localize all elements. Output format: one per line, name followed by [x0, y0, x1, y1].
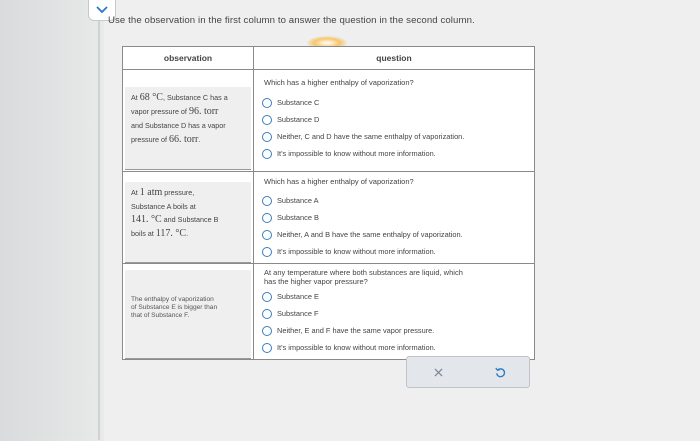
question-header: question [254, 47, 535, 70]
observation-text-1: At 68 °C, Substance C has a vapor pressure of 96. torr and Substance D has a vapor pressure of 66. torr. [131, 92, 228, 145]
option-substance-a[interactable]: Substance A [254, 192, 534, 209]
radio-icon[interactable] [262, 132, 272, 142]
question-prompt-1: Which has a higher enthalpy of vaporization? [264, 78, 414, 87]
radio-icon[interactable] [262, 343, 272, 353]
option-neither-cd[interactable]: Neither, C and D have the same enthalpy of vaporization. [254, 128, 534, 145]
observation-cell-1 [123, 70, 254, 172]
action-bar [406, 356, 530, 388]
question-cell-1 [254, 70, 535, 172]
panel-divider [98, 10, 100, 440]
radio-icon[interactable] [262, 292, 272, 302]
radio-icon[interactable] [262, 196, 272, 206]
radio-icon[interactable] [262, 326, 272, 336]
option-substance-d[interactable]: Substance D [254, 111, 534, 128]
question-prompt-3: At any temperature where both substances are liquid, which has the higher vapor pressure? [264, 268, 463, 286]
undo-icon [495, 367, 506, 378]
radio-icon[interactable] [262, 309, 272, 319]
radio-icon[interactable] [262, 98, 272, 108]
clear-button[interactable] [431, 365, 445, 379]
observation-text-2: At 1 atm pressure, Substance A boils at 141. °C and Substance B boils at 117. °C. [131, 187, 219, 239]
observation-text-3: The enthalpy of vaporization of Substance E is bigger than that of Substance F. [131, 296, 218, 319]
question-cell-2 [254, 172, 535, 264]
radio-icon[interactable] [262, 247, 272, 257]
option-neither-ab[interactable]: Neither, A and B have the same enthalpy of vaporization. [254, 226, 534, 243]
question-prompt-2: Which has a higher enthalpy of vaporization? [264, 177, 414, 186]
option-substance-e[interactable]: Substance E [254, 288, 534, 305]
radio-icon[interactable] [262, 115, 272, 125]
radio-icon[interactable] [262, 230, 272, 240]
observation-header: observation [123, 47, 254, 70]
option-substance-f[interactable]: Substance F [254, 305, 534, 322]
chevron-down-icon [96, 6, 108, 14]
question-cell-3 [254, 264, 535, 360]
observation-cell-2 [123, 172, 254, 264]
option-impossible-2[interactable]: It's impossible to know without more information. [254, 243, 534, 260]
option-impossible-3[interactable]: It's impossible to know without more information. [254, 339, 534, 356]
question-table [122, 46, 535, 360]
option-substance-b[interactable]: Substance B [254, 209, 534, 226]
option-neither-ef[interactable]: Neither, E and F have the same vapor pressure. [254, 322, 534, 339]
option-impossible-1[interactable]: It's impossible to know without more information. [254, 145, 534, 162]
option-substance-c[interactable]: Substance C [254, 94, 534, 111]
close-icon [434, 368, 443, 377]
left-panel-edge [0, 0, 104, 441]
retry-button[interactable] [493, 365, 507, 379]
radio-icon[interactable] [262, 213, 272, 223]
observation-cell-3 [123, 264, 254, 360]
radio-icon[interactable] [262, 149, 272, 159]
instructions: Use the observation in the first column to answer the question in the second column. [108, 15, 475, 26]
